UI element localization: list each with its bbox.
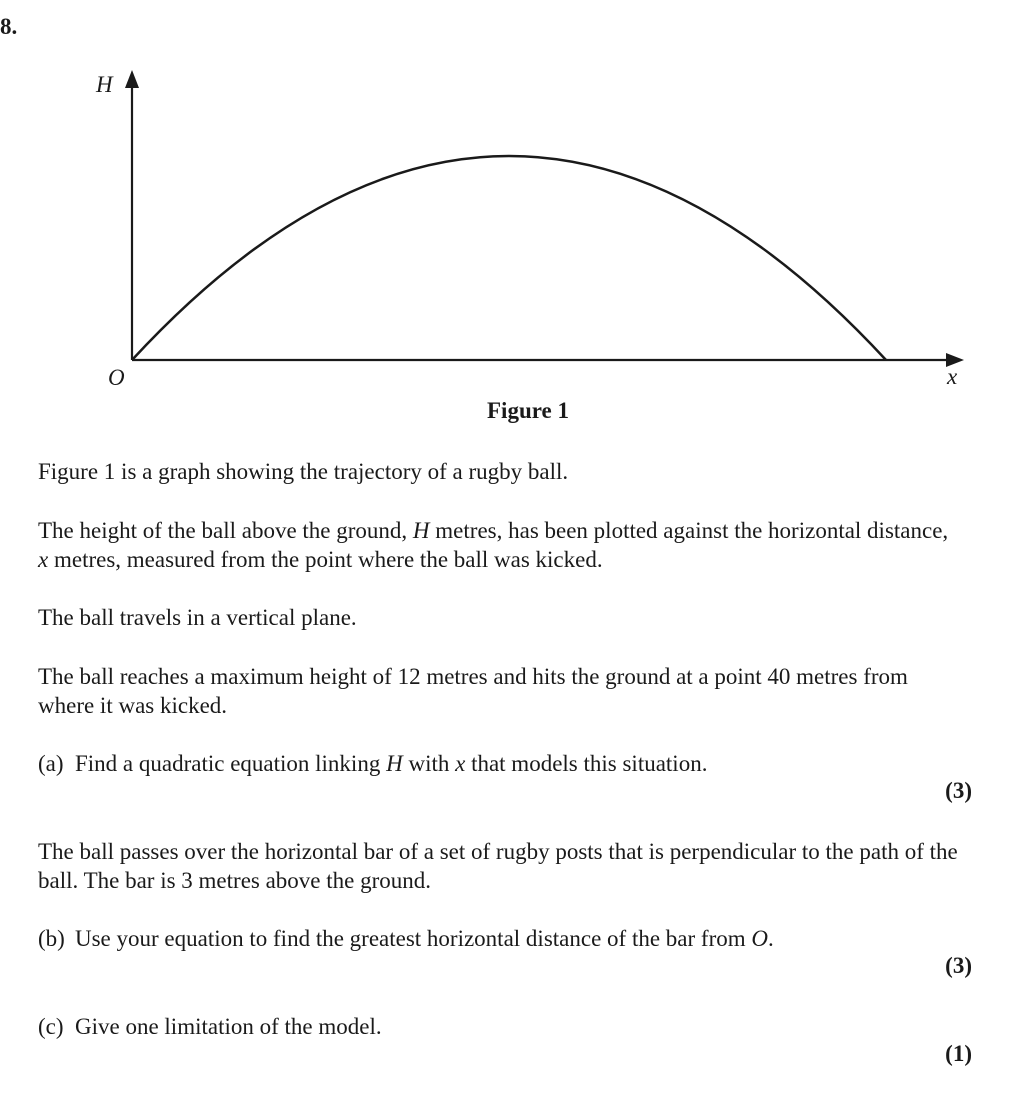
part-b-marks: (3) (945, 953, 972, 978)
axis-y-label: H (96, 72, 113, 97)
trajectory-curve (132, 156, 886, 360)
part-c-label: (c) (38, 1014, 64, 1039)
y-axis-arrowhead (125, 70, 139, 88)
paragraph-3: The ball travels in a vertical plane. (38, 605, 357, 630)
question-number: 8. (0, 14, 18, 39)
paragraph-1: Figure 1 is a graph showing the trajectory of a rugby ball. (38, 459, 569, 484)
part-c-marks: (1) (945, 1041, 972, 1066)
paragraph-4: The ball reaches a maximum height of 12 metres and hits the ground at a point 40 metres from where it was kicked. (38, 664, 908, 718)
part-a-marks: (3) (945, 778, 972, 803)
part-a-label: (a) (38, 751, 64, 776)
part-b-label: (b) (38, 926, 65, 951)
paragraph-5: The ball passes over the horizontal bar of a set of rugby posts that is perpendicular to the path of the ball. The bar is 3 metres above the ground. (38, 839, 958, 893)
trajectory-figure (0, 0, 1034, 440)
part-a: (a) Find a quadratic equation linking H with x that models this situation. (38, 751, 708, 776)
part-b: (b) Use your equation to find the greatest horizontal distance of the bar from O. (38, 926, 774, 951)
figure-caption: Figure 1 (487, 398, 569, 423)
axis-x-label: x (947, 364, 958, 389)
origin-label: O (108, 365, 125, 390)
paragraph-2: The height of the ball above the ground, H metres, has been plotted against the horizontal distance, x metres, measured from the point where the ball was kicked. (38, 518, 949, 572)
part-c: (c) Give one limitation of the model. (38, 1014, 382, 1039)
